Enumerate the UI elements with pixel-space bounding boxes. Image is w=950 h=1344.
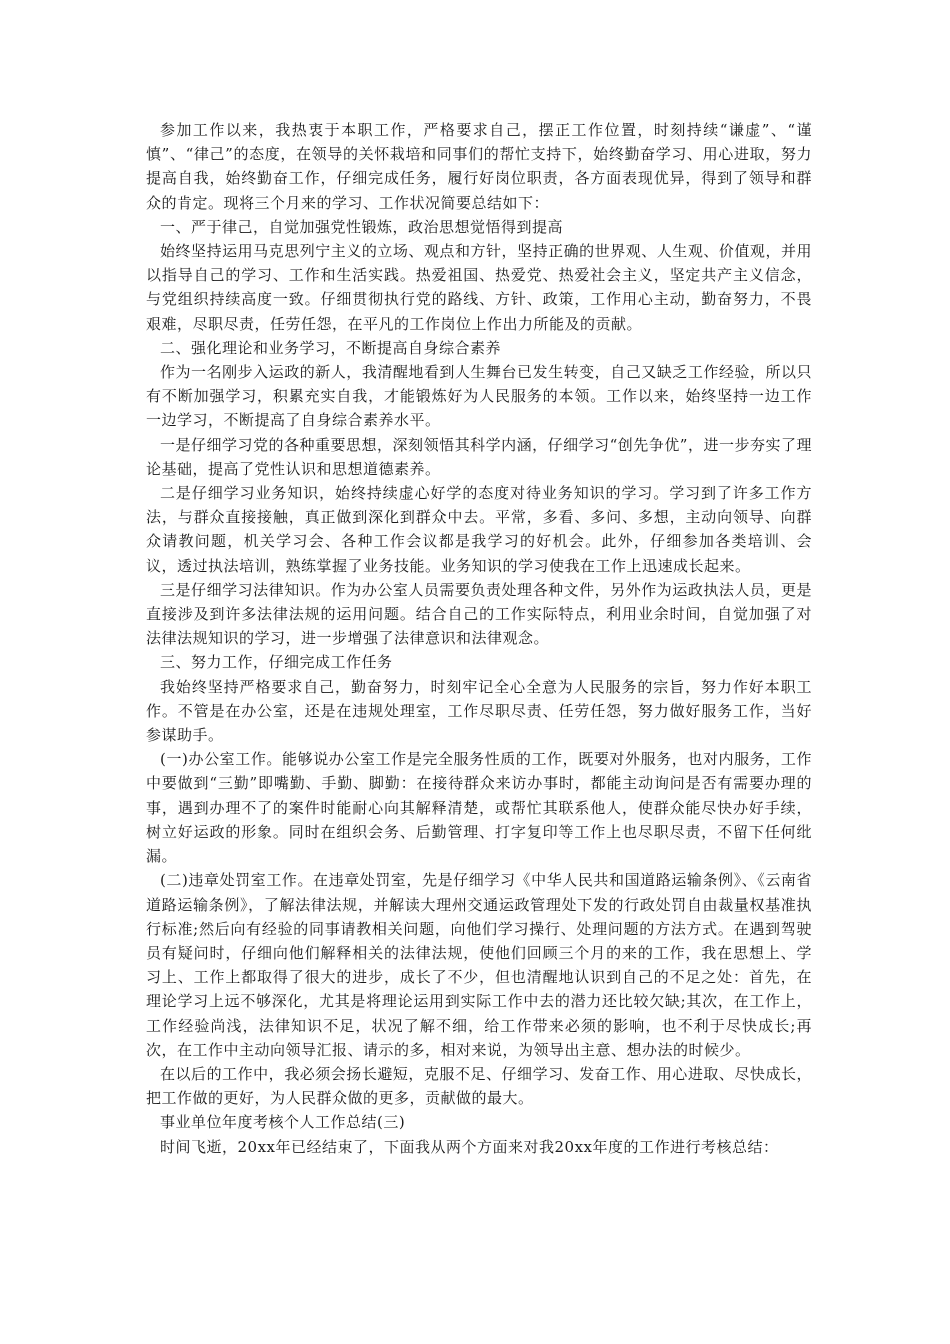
document-body xyxy=(146,118,812,1159)
paragraph-closing: 时间飞逝，20xx年已经结束了，下面我从两个方面来对我20xx年度的工作进行考核总结： xyxy=(160,1137,779,1156)
paragraph-section-3: 我始终坚持严格要求自己，勤奋努力，时刻牢记全心全意为人民服务的宗旨，努力作好本职工作。不管是在办公室，还是在违规处理室，工作尽职尽责、任劳任怨，努力做好服务工作，当好参谋助手。 xyxy=(146,677,812,745)
paragraph-section-1: 始终坚持运用马克思列宁主义的立场、观点和方针，坚持正确的世界观、人生观、价值观，并用以指导自己的学习、工作和生活实践。热爱祖国、热爱党、热爱社会主义，坚定共产主义信念，与党组织持续高度一致。仔细贯彻执行党的路线、方针、政策，工作用心主动，勤奋努力，不畏艰难，尽职尽责，任劳任怨，在平凡的工作岗位上作出力所能及的贡献。 xyxy=(146,242,812,333)
paragraph-intro: 参加工作以来，我热衷于本职工作，严格要求自己，摆正工作位置，时刻持续“谦虚”、“谨慎”、“律己”的态度，在领导的关怀栽培和同事们的帮忙支持下，始终勤奋学习、用心进取，努力提高自我，始终勤奋工作，仔细完成任务，履行好岗位职责，各方面表现优异，得到了领导和群众的肯定。现将三个月来的学习、工作状况简要总结如下： xyxy=(146,121,812,212)
section-heading-1: 一、严于律己，自觉加强党性锻炼，政治思想觉悟得到提高 xyxy=(160,217,564,236)
document-subtitle: 事业单位年度考核个人工作总结(三) xyxy=(160,1113,406,1132)
paragraph-point-3: 三是仔细学习法律知识。作为办公室人员需要负责处理各种文件，另外作为运政执法人员，更是直接涉及到许多法律法规的运用问题。结合自己的工作实际特点，利用业余时间，自觉加强了对法律法规知识的学习，进一步增强了法律意识和法律观念。 xyxy=(146,580,812,648)
paragraph-point-2: 二是仔细学习业务知识，始终持续虚心好学的态度对待业务知识的学习。学习到了许多工作方法，与群众直接接触，真正做到深化到群众中去。平常，多看、多问、多想，主动向领导、向群众请教问题，机关学习会、各种工作会议都是我学习的好机会。此外，仔细参加各类培训、会议，透过执法培训，熟练掌握了业务技能。业务知识的学习使我在工作上迅速成长起来。 xyxy=(146,484,812,575)
paragraph-office-work: (一)办公室工作。能够说办公室工作是完全服务性质的工作，既要对外服务，也对内服务，工作中要做到“三勤”即嘴勤、手勤、脚勤：在接待群众来访办事时，都能主动询问是否有需要办理的事，遇到办理不了的案件时能耐心向其解释清楚，或帮忙其联系他人，使群众能尽快办好手续，树立好运政的形象。同时在组织会务、后勤管理、打字复印等工作上也尽职尽责，不留下任何纰漏。 xyxy=(146,750,812,866)
paragraph-future-work: 在以后的工作中，我必须会扬长避短，克服不足、仔细学习、发奋工作、用心进取、尽快成长，把工作做的更好，为人民群众做的更多，贡献做的最大。 xyxy=(146,1064,812,1108)
section-heading-3: 三、努力工作，仔细完成工作任务 xyxy=(160,653,393,672)
paragraph-point-1: 一是仔细学习党的各种重要思想，深刻领悟其科学内涵，仔细学习“创先争优”，进一步夯实了理论基础，提高了党性认识和思想道德素养。 xyxy=(146,435,812,478)
section-heading-2: 二、强化理论和业务学习，不断提高自身综合素养 xyxy=(160,338,502,357)
paragraph-section-2: 作为一名刚步入运政的新人，我清醒地看到人生舞台已发生转变，自己又缺乏工作经验，所以只有不断加强学习，积累充实自我，才能锻炼好为人民服务的本领。工作以来，始终坚持一边工作一边学习，不断提高了自身综合素养水平。 xyxy=(146,363,812,430)
paragraph-penalty-office: (二)违章处罚室工作。在违章处罚室，先是仔细学习《中华人民共和国道路运输条例》、《云南省道路运输条例》，了解法律法规，并解读大理州交通运政管理处下发的行政处罚自由裁量权基准执行标准;然后向有经验的同事请教相关问题，向他们学习操行、处理问题的方法方式。在遇到驾驶员有疑问时，仔细向他们解释相关的法律法规，使他们回顾三个月的来的工作，我在思想上、学习上、工作上都取得了很大的进步，成长了不少，但也清醒地认识到自己的不足之处：首先，在理论学习上远不够深化，尤其是将理论运用到实际工作中去的潜力还比较欠缺;其次，在工作上，工作经验尚浅，法律知识不足，状况了解不细，给工作带来必须的影响，也不利于尽快成长;再次，在工作中主动向领导汇报、请示的多，相对来说，为领导出主意、想办法的时候少。 xyxy=(146,871,812,1059)
